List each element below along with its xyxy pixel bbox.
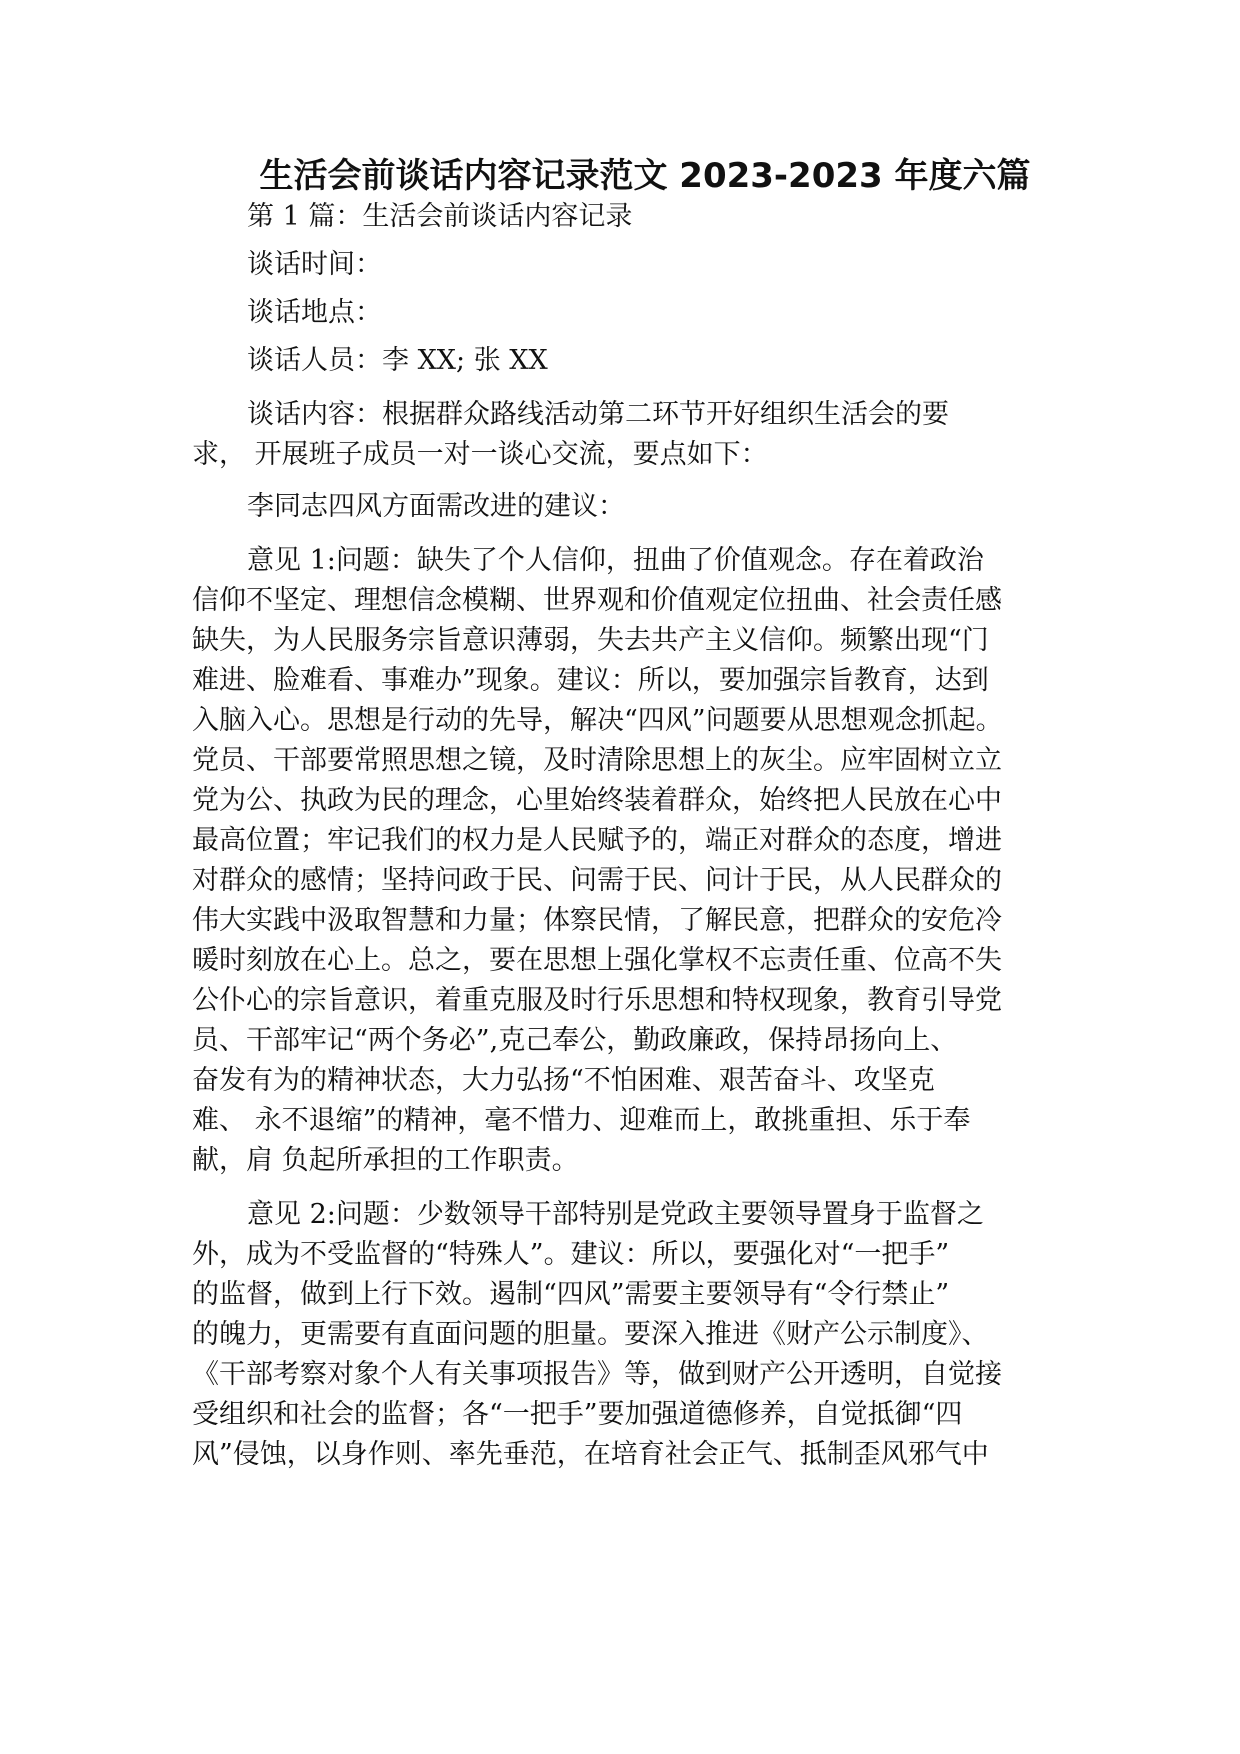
paragraph-line: 党为公、执政为民的理念，心里始终装着群众，始终把人民放在心中: [192, 785, 1002, 816]
paragraph-line: 最高位置；牢记我们的权力是人民赋予的，端正对群众的态度，增进: [192, 825, 1002, 856]
paragraph-line: 的魄力，更需要有直面问题的胆量。要深入推进《财产公示制度》、: [192, 1319, 989, 1350]
document-body: [192, 197, 1062, 1475]
paragraph-line: 受组织和社会的监督；各“一把手”要加强道德修养，自觉抵御“四: [192, 1399, 963, 1430]
paragraph-line: 入脑入心。思想是行动的先导，解决“四风”问题要从思想观念抓起。: [192, 705, 1003, 736]
paragraph-line: 对群众的感情；坚持问政于民、问需于民、问计于民，从人民群众的: [192, 865, 1002, 896]
talk-participants: 谈话人员：李 XX; 张 XX: [247, 345, 548, 376]
paragraph-line: 李同志四风方面需改进的建议：: [247, 491, 625, 522]
paragraph-line: 暖时刻放在心上。总之，要在思想上强化掌权不忘责任重、位高不失: [192, 945, 1002, 976]
paragraph-line: 意见 1:问题：缺失了个人信仰，扭曲了价值观念。存在着政治: [247, 545, 984, 576]
paragraph-line: 信仰不坚定、理想信念模糊、世界观和价值观定位扭曲、社会责任感: [192, 585, 1002, 616]
paragraph-line: 意见 2:问题：少数领导干部特别是党政主要领导置身于监督之: [247, 1199, 984, 1230]
paragraph-line: 公仆心的宗旨意识，着重克服及时行乐思想和特权现象，教育引导党: [192, 985, 1002, 1016]
paragraph-line: 缺失，为人民服务宗旨意识薄弱，失去共产主义信仰。频繁出现“门: [192, 625, 989, 656]
paragraph-line: 难进、脸难看、事难办”现象。建议：所以，要加强宗旨教育，达到: [192, 665, 989, 696]
paragraph-line: 伟大实践中汲取智慧和力量；体察民情，了解民意，把群众的安危冷: [192, 905, 1002, 936]
talk-time-label: 谈话时间：: [247, 249, 382, 280]
talk-location-label: 谈话地点：: [247, 297, 382, 328]
paragraph-line: 求， 开展班子成员一对一谈心交流，要点如下：: [192, 439, 768, 470]
paragraph-line: 员、干部牢记“两个务必”,克己奉公，勤政廉政，保持昂扬向上、: [192, 1025, 958, 1056]
paragraph-line: 《干部考察对象个人有关事项报告》等，做到财产公开透明，自觉接: [192, 1359, 1002, 1390]
paragraph-line: 的监督，做到上行下效。遏制“四风”需要主要领导有“令行禁止”: [192, 1279, 950, 1310]
document-title: 生活会前谈话内容记录范文 2023-2023 年度六篇: [259, 156, 1031, 196]
paragraph-line: 外，成为不受监督的“特殊人”。建议：所以，要强化对“一把手”: [192, 1239, 950, 1270]
paragraph-line: 风”侵蚀，以身作则、率先垂范，在培育社会正气、抵制歪风邪气中: [192, 1439, 989, 1470]
paragraph-line: 谈话内容：根据群众路线活动第二环节开好组织生活会的要: [247, 399, 949, 430]
paragraph-line: 献，肩 负起所承担的工作职责。: [192, 1145, 579, 1176]
paragraph-line: 奋发有为的精神状态，大力弘扬“不怕困难、艰苦奋斗、攻坚克: [192, 1065, 935, 1096]
chapter-heading: 第 1 篇：生活会前谈话内容记录: [247, 201, 633, 232]
paragraph-line: 难、 永不退缩”的精神，毫不惜力、迎难而上，敢挑重担、乐于奉: [192, 1105, 971, 1136]
paragraph-line: 党员、干部要常照思想之镜，及时清除思想上的灰尘。应牢固树立立: [192, 745, 1002, 776]
